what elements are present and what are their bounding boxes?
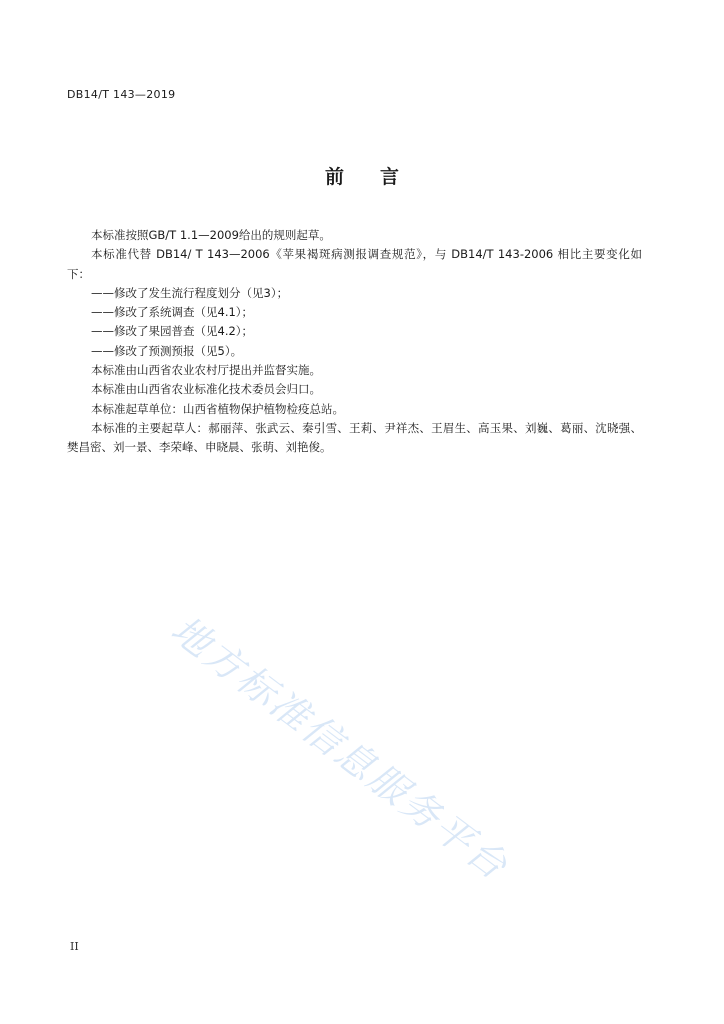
preface-body (67, 226, 642, 458)
change-item: ——修改了发生流行程度划分（见3）； (91, 285, 289, 300)
paragraph-committee: 本标准由山西省农业标准化技术委员会归口。 (91, 382, 321, 397)
watermark: 地方标准信息服务平台 (163, 607, 518, 890)
paragraph-drafting-unit: 本标准起草单位：山西省植物保护植物检疫总站。 (91, 401, 344, 416)
document-code: DB14/T 143—2019 (67, 88, 176, 101)
paragraph-drafters: 本标准的主要起草人：郝丽萍、张武云、秦引雪、王莉、尹祥杰、王眉生、高玉果、刘巍、葛丽、沈晓强、樊昌密、刘一景、李荣峰、申晓晨、张萌、刘艳俊。 (67, 420, 642, 455)
page-number: II (70, 940, 79, 953)
paragraph-replacement: 本标准代替 DB14/ T 143—2006《苹果褐斑病测报调查规范》，与 DB14/T 143-2006 相比主要变化如下： (67, 247, 642, 281)
paragraph-drafting-rules: 本标准按照GB/T 1.1—2009给出的规则起草。 (91, 228, 331, 242)
title-char-2: 言 (380, 166, 400, 188)
title-char-1: 前 (324, 166, 344, 188)
change-item: ——修改了预测预报（见5）。 (91, 343, 243, 358)
change-item: ——修改了系统调查（见4.1）； (91, 305, 254, 320)
page-title (0, 162, 724, 189)
paragraph-proposer: 本标准由山西省农业农村厅提出并监督实施。 (91, 363, 321, 378)
change-item: ——修改了果园普查（见4.2）； (91, 324, 254, 339)
